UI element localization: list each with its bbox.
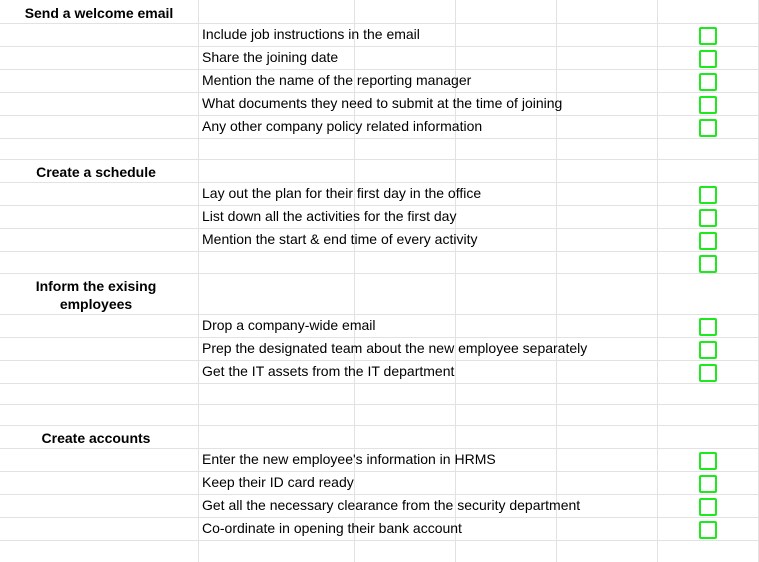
task-label: Co-ordinate in opening their bank account bbox=[202, 520, 462, 536]
task-label: Mention the name of the reporting manager bbox=[202, 72, 472, 88]
task-label: Get all the necessary clearance from the security department bbox=[202, 497, 581, 513]
task-label: What documents they need to submit at the time of joining bbox=[202, 95, 563, 111]
task-checkbox[interactable] bbox=[699, 521, 717, 539]
task-label: Mention the start & end time of every activity bbox=[202, 231, 478, 247]
row-divider bbox=[0, 383, 759, 384]
row-divider bbox=[0, 138, 759, 139]
task-checkbox[interactable] bbox=[699, 232, 717, 250]
task-label: Prep the designated team about the new employee separately bbox=[202, 340, 588, 356]
column-divider bbox=[657, 0, 658, 562]
task-label: Keep their ID card ready bbox=[202, 474, 354, 490]
column-divider bbox=[198, 0, 199, 562]
task-label: Drop a company-wide email bbox=[202, 317, 376, 333]
row-divider bbox=[0, 425, 759, 426]
task-label: Any other company policy related information bbox=[202, 118, 483, 134]
row-divider bbox=[0, 46, 759, 47]
task-checkbox[interactable] bbox=[699, 364, 717, 382]
task-checkbox[interactable] bbox=[699, 73, 717, 91]
section-title: Create a schedule bbox=[36, 164, 156, 180]
task-label: Get the IT assets from the IT department bbox=[202, 363, 455, 379]
task-label: Lay out the plan for their first day in the office bbox=[202, 185, 482, 201]
row-divider bbox=[0, 159, 759, 160]
task-checkbox[interactable] bbox=[699, 498, 717, 516]
row-divider bbox=[0, 314, 759, 315]
task-checkbox[interactable] bbox=[699, 255, 717, 273]
row-divider bbox=[0, 471, 759, 472]
section-title: Create accounts bbox=[41, 430, 151, 446]
section-title: Send a welcome email bbox=[24, 5, 174, 21]
task-label: Include job instructions in the email bbox=[202, 26, 420, 42]
row-divider bbox=[0, 404, 759, 405]
task-checkbox[interactable] bbox=[699, 27, 717, 45]
task-checkbox[interactable] bbox=[699, 209, 717, 227]
task-checkbox[interactable] bbox=[699, 50, 717, 68]
task-checkbox[interactable] bbox=[699, 452, 717, 470]
task-label: Enter the new employee's information in HRMS bbox=[202, 451, 496, 467]
task-checkbox[interactable] bbox=[699, 341, 717, 359]
row-divider bbox=[0, 540, 759, 541]
task-checkbox[interactable] bbox=[699, 318, 717, 336]
task-checkbox[interactable] bbox=[699, 186, 717, 204]
task-label: List down all the activities for the first day bbox=[202, 208, 457, 224]
column-divider bbox=[556, 0, 557, 562]
task-checkbox[interactable] bbox=[699, 96, 717, 114]
row-divider bbox=[0, 251, 759, 252]
row-divider bbox=[0, 273, 759, 274]
section-title: Inform the exising employees bbox=[35, 278, 157, 312]
task-checkbox[interactable] bbox=[699, 475, 717, 493]
task-checkbox[interactable] bbox=[699, 119, 717, 137]
task-label: Share the joining date bbox=[202, 49, 339, 65]
